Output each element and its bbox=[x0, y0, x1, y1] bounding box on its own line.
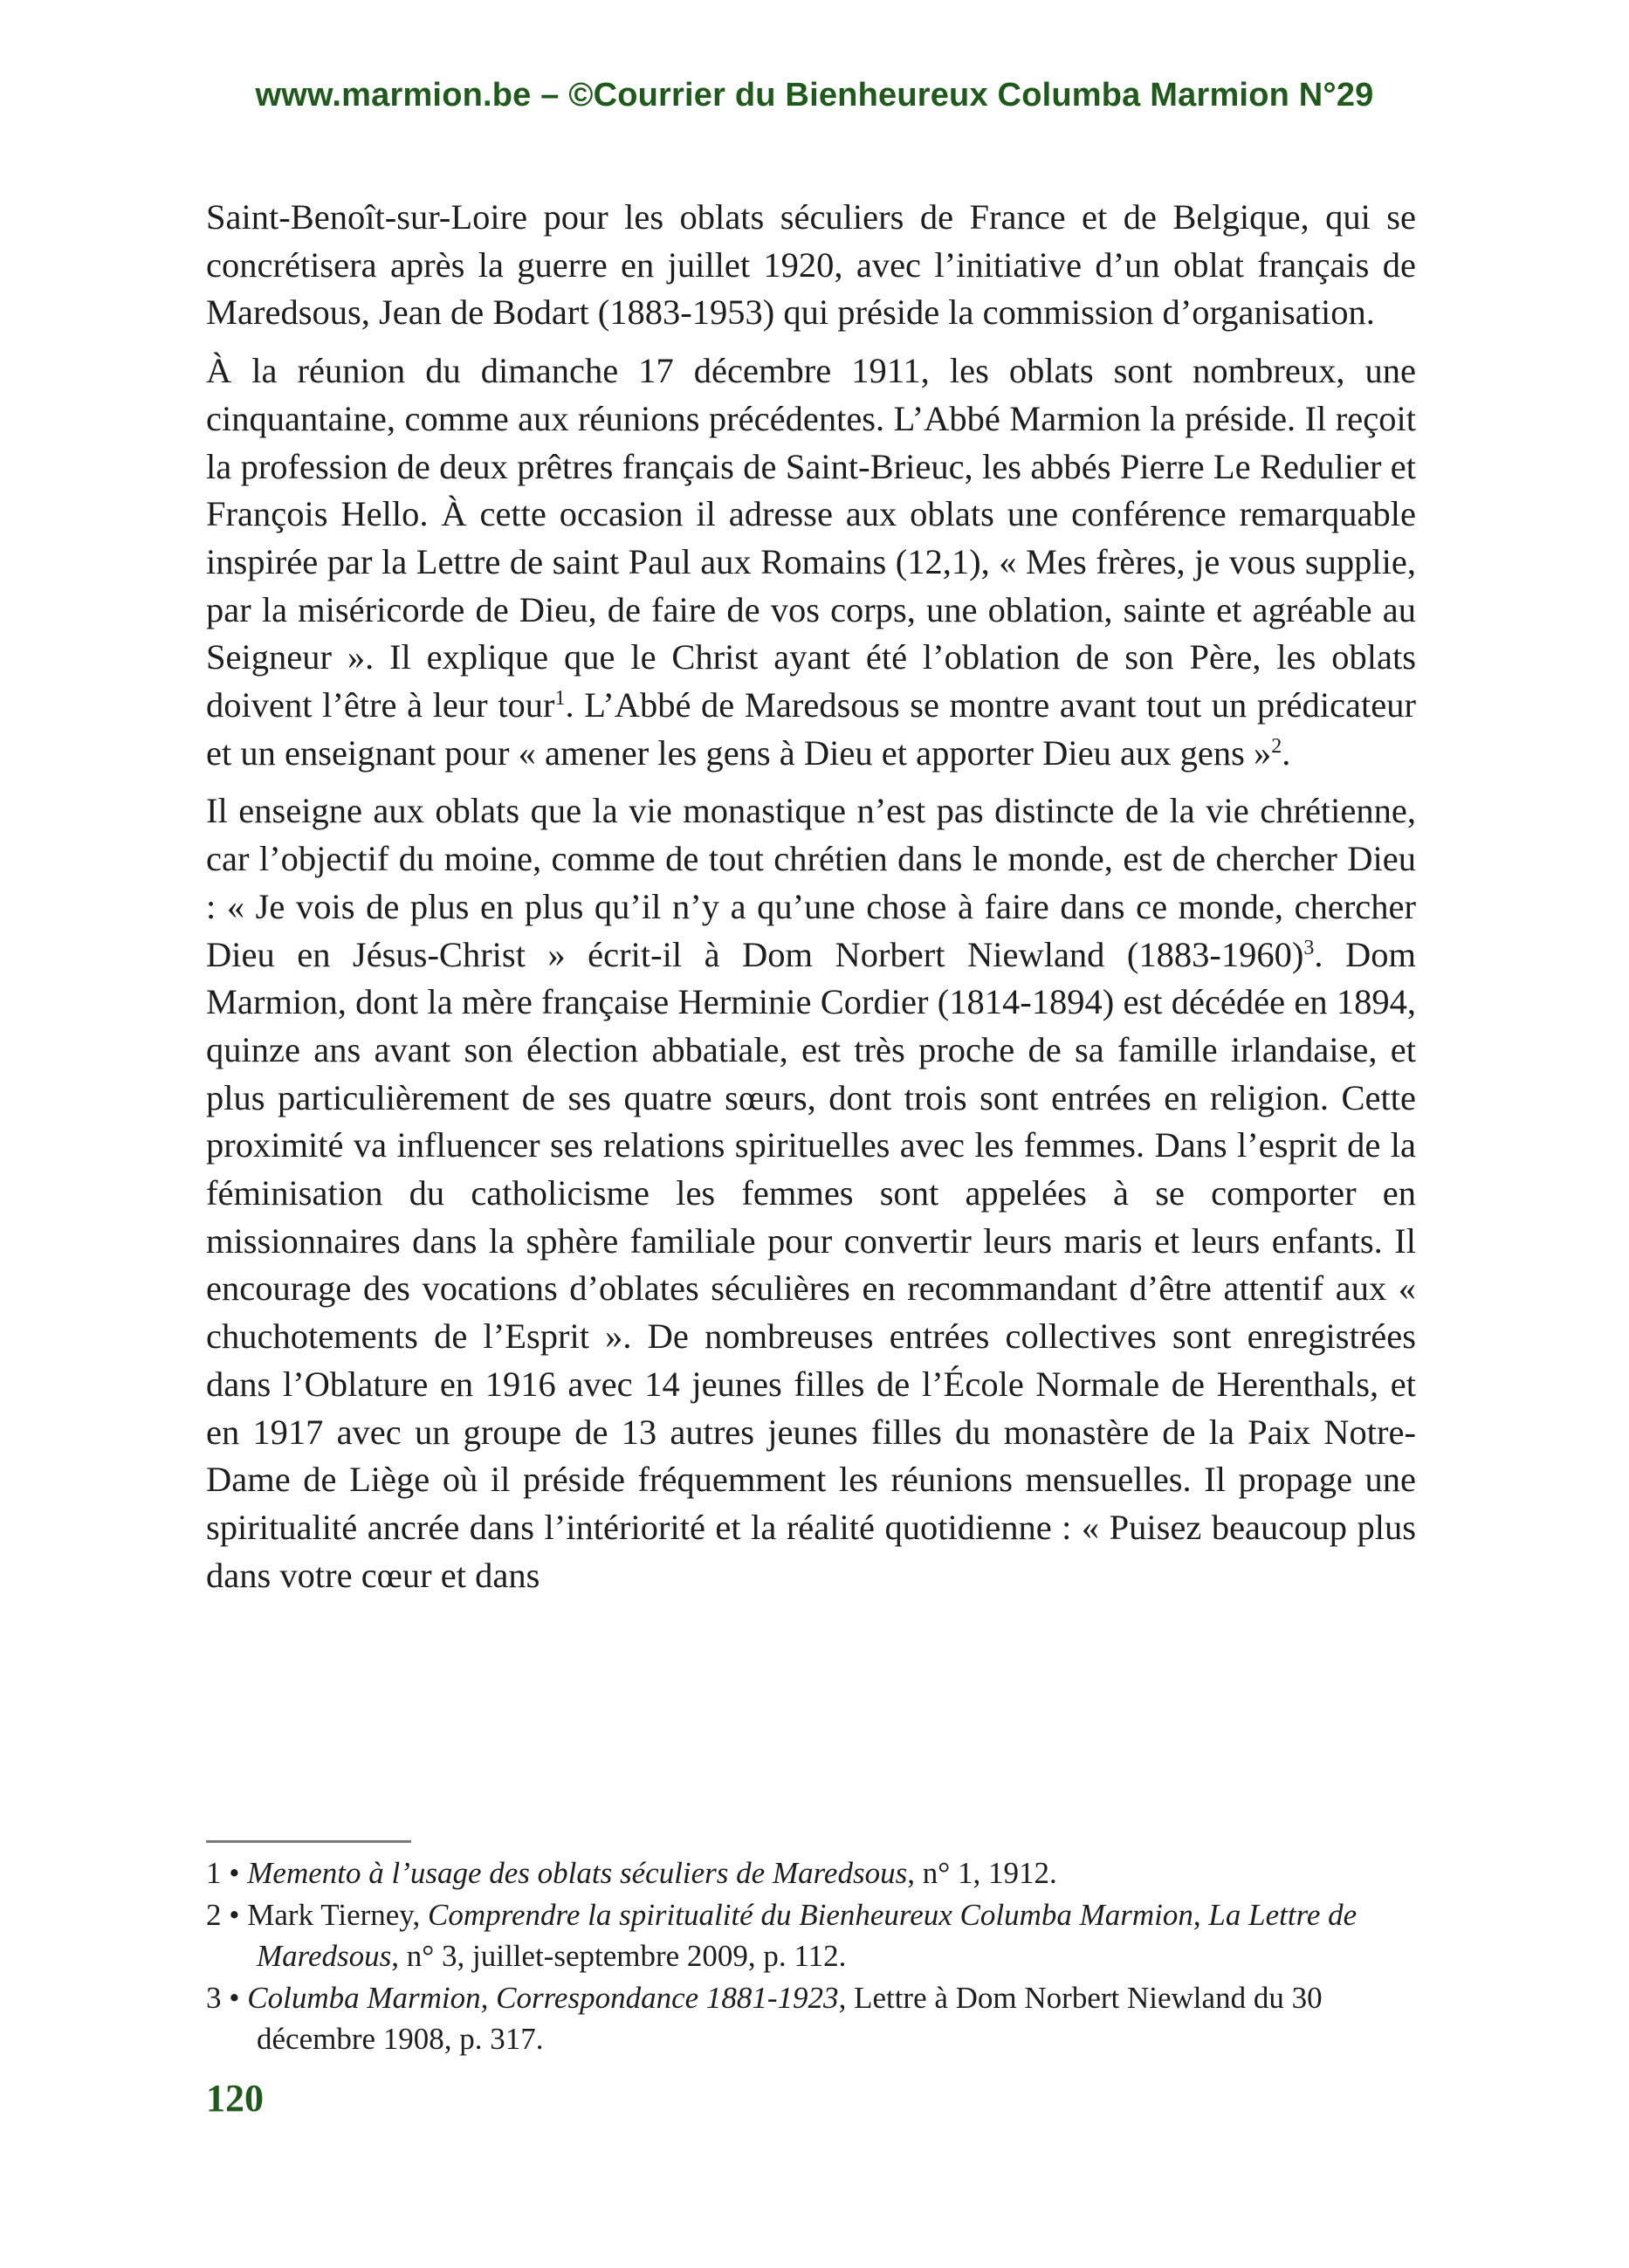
footnote-3-rest: , Lettre à Dom Norbert Niewland du 30 décembre 1908, p. 317. bbox=[257, 1980, 1323, 2056]
footnote-2 bbox=[206, 1894, 1428, 1977]
footnote-1-marker: 1 • bbox=[206, 1856, 248, 1890]
footnote-3-marker: 3 • bbox=[206, 1980, 248, 2015]
running-header: www.marmion.be – ©Courrier du Bienheureux Columba Marmion N°29 bbox=[255, 77, 1374, 113]
footnote-2-sep: , bbox=[1193, 1897, 1209, 1932]
footnote-2-marker: 2 • bbox=[206, 1897, 248, 1932]
paragraph-2-text-a: À la réunion du dimanche 17 décembre 1911, les oblats sont nombreux, une cinquantaine, comme aux réunions précédentes. L’Abbé Marmion la préside. Il reçoit la profession de deux prêtres français de Saint-Brieuc, les abbés Pierre Le Redulier et François Hello. À cette occasion il adresse aux oblats une conférence remarquable inspirée par la Lettre de saint Paul aux Romains (12,1), « Mes frères, je vous supplie, par la miséricorde de Dieu, de faire de vos corps, une oblation, sainte et agréable au Seigneur ». Il explique que le Christ ayant été l’oblation de son Père, les oblats doivent l’être à leur tour bbox=[206, 351, 1416, 725]
body-text bbox=[206, 194, 1416, 1610]
footnote-2-rest: , n° 3, juillet-septembre 2009, p. 112. bbox=[391, 1939, 847, 1973]
paragraph-2-punct-a: . bbox=[565, 685, 574, 725]
paragraph-3 bbox=[206, 787, 1416, 1599]
footnote-divider bbox=[206, 1840, 411, 1843]
paragraph-3-text-b: . Dom Marmion, dont la mère française Herminie Cordier (1814-1894) est décédée en 1894, quinze ans avant son élection abbatiale, est très proche de sa famille irlandaise, et plus particulièrement de ses quatre sœurs, dont trois sont entrées en religion. Cette proximité va influencer ses relations spirituelles avec les femmes. Dans l’esprit de la féminisation du catholicisme les femmes sont appelées à se comporter en missionnaires dans la sphère familiale pour convertir leurs maris et leurs enfants. Il encourage des vocations d’oblates séculières en recommandant d’être attentif aux « chuchotements de l’Esprit ». De nombreuses entrées collectives sont enregistrées dans l’Oblature en 1916 avec 14 jeunes filles de l’École Normale de Herenthals, et en 1917 avec un groupe de 13 autres jeunes filles du monastère de la Paix Notre-Dame de Liège où il préside fréquemment les réunions mensuelles. Il propage une spiritualité ancrée dans l’intériorité et la réalité quotidienne : « Puisez beaucoup plus dans votre cœur et dans bbox=[206, 934, 1417, 1595]
paragraph-3-text-a: Il enseigne aux oblats que la vie monastique n’est pas distincte de la vie chrétienne, car l’objectif du moine, comme de tout chrétien dans le monde, est de chercher Dieu : « Je vois de plus en plus qu’il n’y a qu’une chose à faire dans ce monde, chercher Dieu en Jésus-Christ » écrit-il à Dom Norbert Niewland (1883-1960) bbox=[206, 791, 1416, 974]
footnote-1 bbox=[206, 1852, 1428, 1894]
footnote-ref-1[interactable]: 1 bbox=[554, 687, 566, 711]
footnote-3 bbox=[206, 1977, 1428, 2060]
footnote-2-journal: La Lettre de Maredsous bbox=[257, 1897, 1358, 1973]
footnote-ref-2[interactable]: 2 bbox=[1271, 734, 1282, 758]
paragraph-1 bbox=[206, 194, 1416, 337]
footnote-2-author: Mark Tierney, bbox=[247, 1897, 429, 1932]
paragraph-1-text: Saint-Benoît-sur-Loire pour les oblats séculiers de France et de Belgique, qui se concrétisera après la guerre en juillet 1920, avec l’initiative d’un oblat français de Maredsous, Jean de Bodart (1883-1953) qui préside la commission d’organisation. bbox=[206, 197, 1416, 333]
footnote-2-title: Comprendre la spiritualité du Bienheureux Columba Marmion bbox=[428, 1897, 1193, 1932]
paragraph-2-punct-b: . bbox=[1282, 732, 1291, 773]
paragraph-2-text-b: L’Abbé de Maredsous se montre avant tout un prédicateur et un enseignant pour « amener les gens à Dieu et apporter Dieu aux gens » bbox=[206, 685, 1416, 773]
footnote-1-rest: , n° 1, 1912. bbox=[907, 1856, 1057, 1890]
footnote-ref-3[interactable]: 3 bbox=[1303, 936, 1315, 959]
page-number: 120 bbox=[206, 2077, 264, 2120]
footnotes bbox=[206, 1852, 1428, 2060]
footnote-1-title: Memento à l’usage des oblats séculiers de Maredsous bbox=[247, 1856, 908, 1890]
paragraph-2 bbox=[206, 347, 1416, 777]
footnote-3-title: Columba Marmion, Correspondance 1881-1923 bbox=[247, 1980, 839, 2015]
